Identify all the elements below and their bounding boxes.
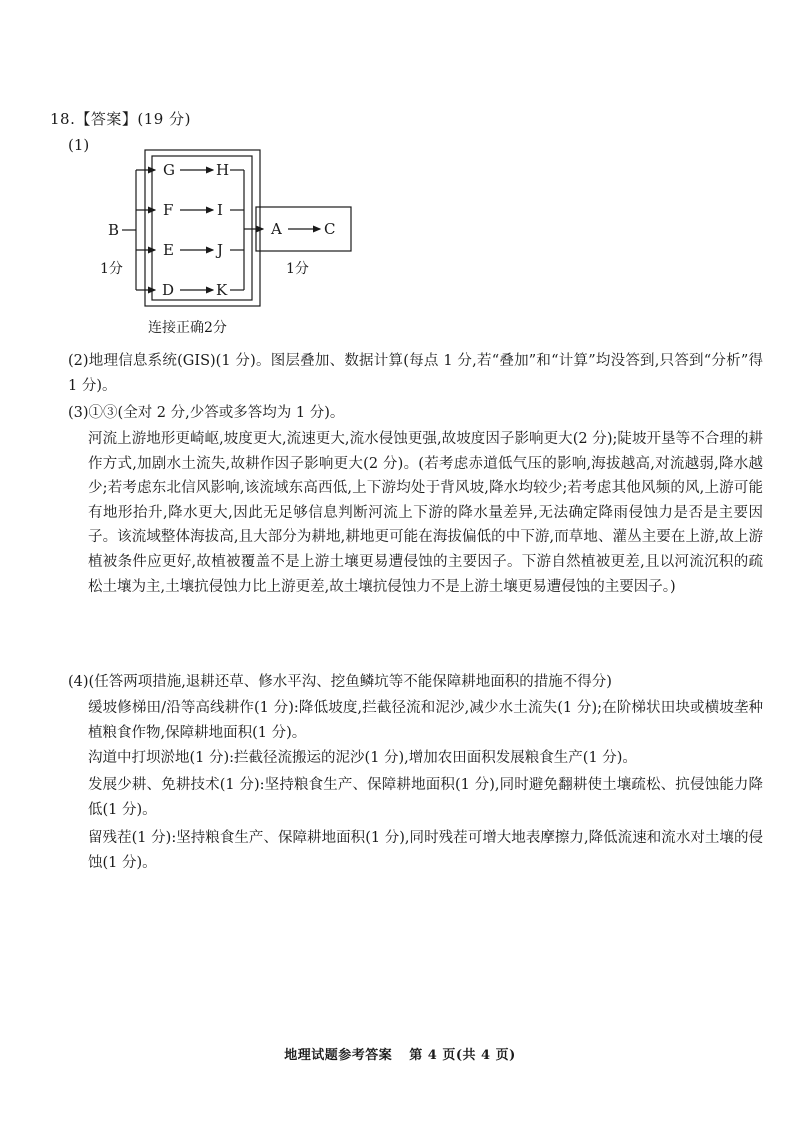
part4-item-1: 缓坡修梯田/沿等高线耕作(1 分):降低坡度,拦截径流和泥沙,减少水土流失(1 分);在阶梯状田块或横坡垄种植粮食作物,保障耕地面积(1 分)。 xyxy=(88,700,763,741)
question-header: 18.【答案】(19 分) xyxy=(50,110,191,128)
part4-head: (4)(任答两项措施,退耕还草、修水平沟、挖鱼鳞坑等不能保障耕地面积的措施不得分) xyxy=(68,674,612,690)
part3-head: (3)①③(全对 2 分,少答或多答均为 1 分)。 xyxy=(68,405,345,421)
node-e: E xyxy=(163,241,174,259)
part4-item-3: 发展少耕、免耕技术(1 分):坚持粮食生产、保障耕地面积(1 分),同时避免翻耕使土壤疏松、抗侵蚀能力降低(1 分)。 xyxy=(88,777,763,818)
part3-body: 河流上游地形更崎岖,坡度更大,流速更大,流水侵蚀更强,故坡度因子影响更大(2 分);陡坡开垦等不合理的耕作方式,加剧水土流失,故耕作因子影响更大(2 分)。(若考虑赤道低气压的影响,海拔越高,对流越弱,降水越少;若考虑东北信风影响,该流域东高西低,上下游均处于背风坡,降水均较少;若考虑其他风频的风,上游可能有地形抬升,降水更大,因此无足够信息判断河流上下游的降水量差异,无法确定降雨侵蚀力是否是主要因子。该流域整体海拔高,且大部分为耕地,耕地更可能在海拔偏低的中下游,而草地、灌丛主要在上游,故上游植被条件应更好,故植被覆盖不是上游土壤更易遭侵蚀的主要因子。下游自然植被更差,且以河流沉积的疏松土壤为主,土壤抗侵蚀力比上游更差,故土壤抗侵蚀力不是上游土壤更易遭侵蚀的主要因子。) xyxy=(88,431,763,595)
score-right: 1分 xyxy=(286,261,309,277)
node-k: K xyxy=(216,281,228,299)
node-d: D xyxy=(162,281,175,299)
part1-label: (1) xyxy=(68,136,90,154)
node-f: F xyxy=(163,201,174,219)
node-i: I xyxy=(217,201,223,219)
page-footer xyxy=(0,1044,800,1063)
node-c: C xyxy=(324,220,336,238)
node-j: J xyxy=(217,241,224,259)
node-h: H xyxy=(216,161,230,179)
part2-text: (2)地理信息系统(GIS)(1 分)。图层叠加、数据计算(每点 1 分,若“叠加”和“计算”均没答到,只答到“分析”得 1 分)。 xyxy=(68,353,763,394)
part4-item-2: 沟道中打坝淤地(1 分):拦截径流搬运的泥沙(1 分),增加农田面积发展粮食生产(1 分)。 xyxy=(88,750,637,766)
part4-item-4: 留残茬(1 分):坚持粮食生产、保障耕地面积(1 分),同时残茬可增大地表摩擦力,降低流速和流水对土壤的侵蚀(1 分)。 xyxy=(88,830,763,871)
node-a: A xyxy=(271,220,282,238)
node-g: G xyxy=(163,161,175,179)
footer-page-number: 第 4 页(共 4 页) xyxy=(409,1048,516,1063)
node-b: B xyxy=(108,221,120,239)
flow-diagram xyxy=(100,148,370,348)
footer-title: 地理试题参考答案 xyxy=(284,1048,393,1063)
score-bottom: 连接正确2分 xyxy=(148,320,227,336)
score-left: 1分 xyxy=(100,261,123,277)
